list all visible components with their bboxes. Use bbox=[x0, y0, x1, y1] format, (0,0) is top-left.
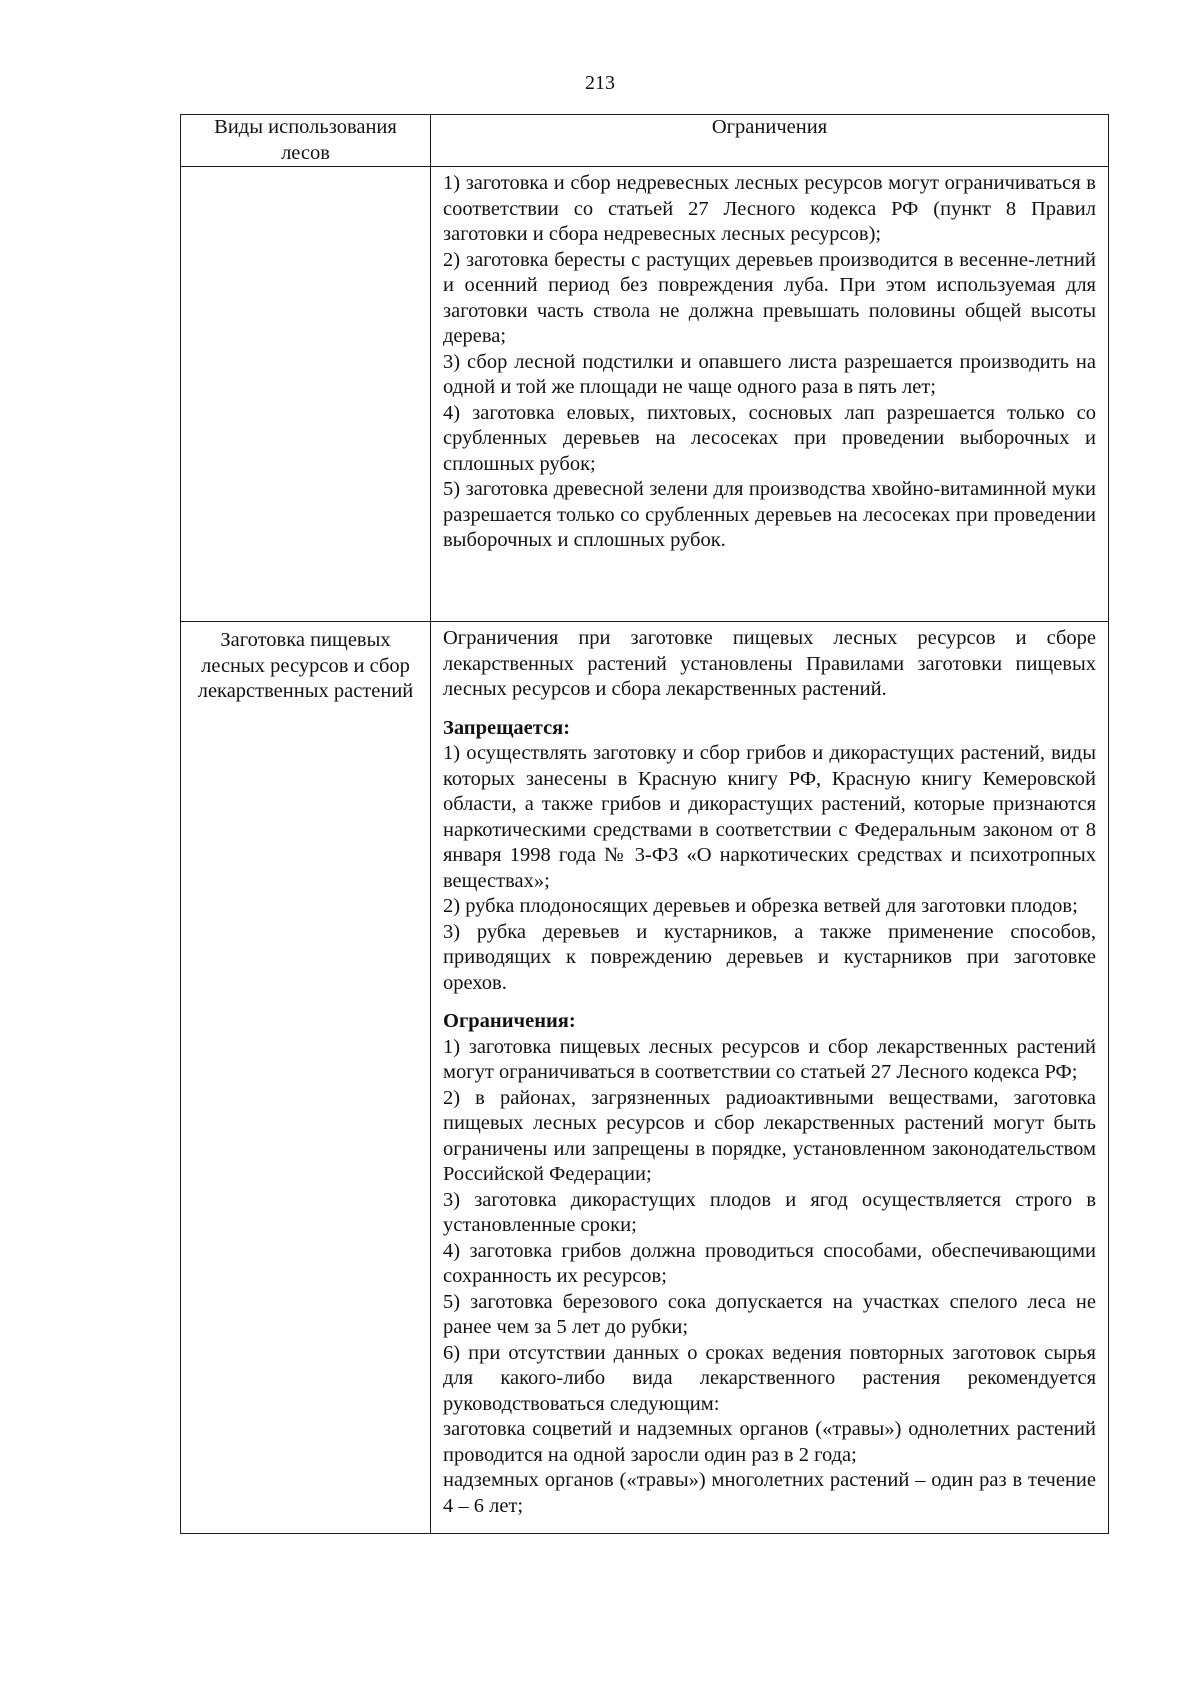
paragraph-gap bbox=[443, 996, 1096, 1009]
table-header-row bbox=[181, 115, 1109, 167]
limitation-item: 2) заготовка бересты с растущих деревьев производится в весенне-летний и осенний период без повреждения луба. При этом используемая для заготовки часть ствола не должна превышать половины общей высоты дерева; bbox=[443, 248, 1096, 347]
limitation-item: 2) в районах, загрязненных радиоактивными веществами, заготовка пищевых лесных ресурсов и сбор лекарственных растений могут быть ограничены или запрещены в порядке, установленном законодательством Российской Федерации; bbox=[443, 1086, 1096, 1185]
header-limitations: Ограничения bbox=[431, 115, 1109, 167]
limitation-item: 5) заготовка березового сока допускается на участках спелого леса не ранее чем за 5 лет до рубки; bbox=[443, 1290, 1096, 1338]
forbidden-item: 3) рубка деревьев и кустарников, а также применение способов, приводящих к повреждению деревьев и кустарников при заготовке орехов. bbox=[443, 920, 1096, 994]
limitation-item: 1) заготовка пищевых лесных ресурсов и сбор лекарственных растений могут ограничиваться в соответствии со статьей 27 Лесного кодекса РФ; bbox=[443, 1035, 1096, 1083]
page-number: 213 bbox=[585, 72, 615, 94]
paragraph-gap bbox=[443, 703, 1096, 716]
table-row bbox=[181, 622, 1109, 1534]
limitation-item: 5) заготовка древесной зелени для производства хвойно-витаминной муки разрешается только со срубленных деревьев на лесосеках при проведении выборочных и сплошных рубок. bbox=[443, 478, 1096, 551]
forest-use-limits-table bbox=[180, 114, 1109, 1534]
forest-use-type-cell: Заготовка пищевых лесных ресурсов и сбор лекарственных растений bbox=[181, 622, 431, 1534]
header-forest-use-types: Виды использования лесов bbox=[181, 115, 431, 167]
limitation-item: 4) заготовка грибов должна проводиться способами, обеспечивающими сохранность их ресурсов; bbox=[443, 1239, 1096, 1287]
limits-heading: Ограничения: bbox=[443, 1010, 576, 1032]
limitations-intro: Ограничения при заготовке пищевых лесных ресурсов и сборе лекарственных растений установлены Правилами заготовки пищевых лесных ресурсов и сбора лекарственных растений. bbox=[443, 627, 1096, 700]
limitation-item: 3) сбор лесной подстилки и опавшего листа разрешается производить на одной и той же площади не чаще одного раза в пять лет; bbox=[443, 350, 1096, 398]
limitation-item: заготовка соцветий и надземных органов («травы») однолетних растений проводится на одной заросли один раз в 2 года; bbox=[443, 1418, 1096, 1466]
limitation-item: 1) заготовка и сбор недревесных лесных ресурсов могут ограничиваться в соответствии со статьей 27 Лесного кодекса РФ (пункт 8 Правил заготовки и сбора недревесных лесных ресурсов); bbox=[443, 172, 1096, 245]
forbidden-item: 1) осуществлять заготовку и сбор грибов и дикорастущих растений, виды которых занесены в Красную книгу РФ, Красную книгу Кемеровской области, а также грибов и дикорастущих растений, которые признаются наркотическими средствами в соответствии с Федеральным законом от 8 января 1998 года № 3-ФЗ «О наркотических средствах и психотропных веществах»; bbox=[443, 742, 1096, 892]
table-row bbox=[181, 167, 1109, 622]
limitation-item: 4) заготовка еловых, пихтовых, сосновых лап разрешается только со срубленных деревьев на лесосеках при проведении выборочных и сплошных рубок; bbox=[443, 401, 1096, 475]
limitation-item: 6) при отсутствии данных о сроках ведения повторных заготовок сырья для какого-либо вида лекарственного растения рекомендуется руководствоваться следующим: bbox=[443, 1341, 1096, 1415]
limitations-cell bbox=[431, 622, 1109, 1534]
forest-use-type-cell bbox=[181, 167, 431, 622]
forbidden-item: 2) рубка плодоносящих деревьев и обрезка ветвей для заготовки плодов; bbox=[443, 895, 1078, 917]
forbidden-heading: Запрещается: bbox=[443, 716, 571, 739]
limitations-cell bbox=[431, 167, 1109, 622]
limitation-item: надземных органов («травы») многолетних растений – один раз в течение 4 – 6 лет; bbox=[443, 1469, 1096, 1517]
limitation-item: 3) заготовка дикорастущих плодов и ягод осуществляется строго в установленные сроки; bbox=[443, 1188, 1096, 1236]
